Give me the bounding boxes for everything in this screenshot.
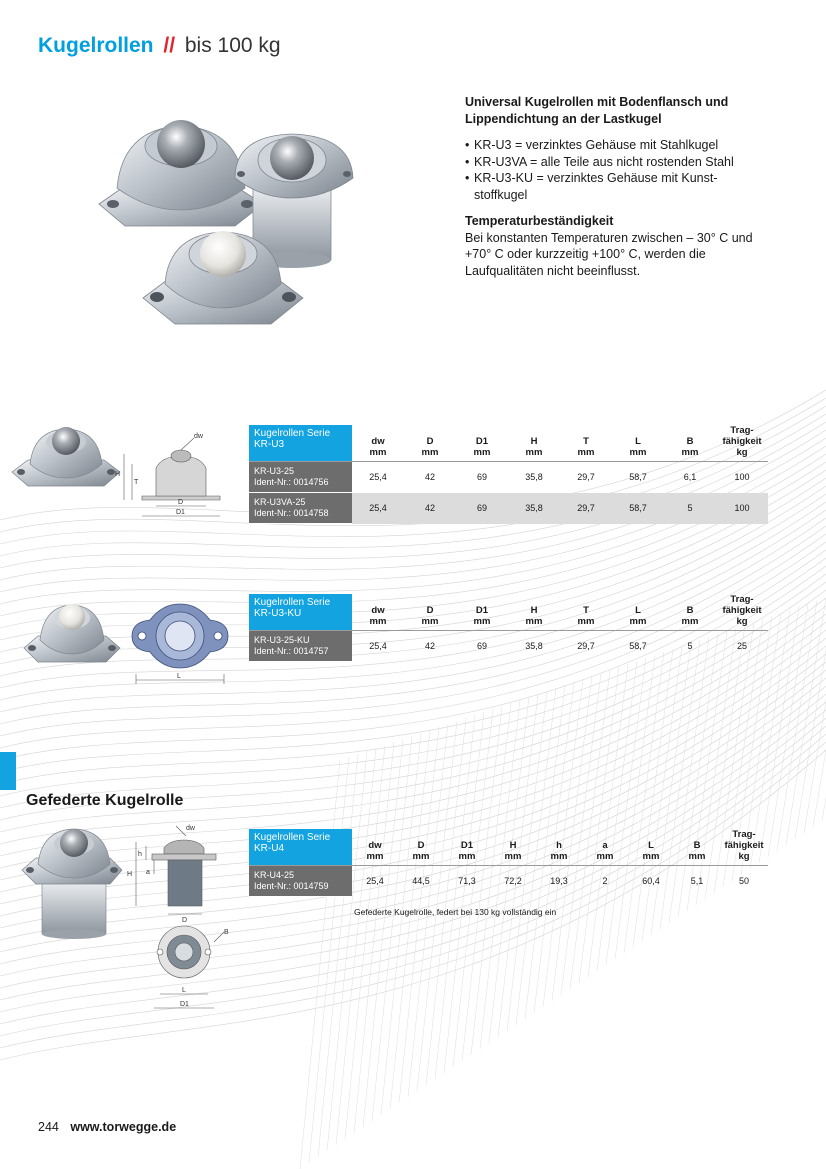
dim-label-dw: dw: [194, 433, 203, 440]
column-header: dw mm: [352, 425, 404, 462]
background-line: [354, 742, 394, 1133]
value-cell: 25,4: [352, 493, 404, 524]
drawing-kr-u3-ku: [122, 594, 240, 690]
value-cell: 29,7: [577, 641, 595, 652]
value-cell: 35,8: [508, 493, 560, 524]
value-cell: 35,8: [525, 472, 543, 483]
background-line: [327, 751, 367, 1151]
value-cell: 44,5: [412, 876, 430, 887]
column-header: B mm: [664, 425, 716, 462]
column-header: a mm: [582, 829, 628, 866]
dim-label-H: H: [127, 871, 133, 878]
dim-label-dw: dw: [186, 825, 195, 832]
table-note: Gefederte Kugelrolle, federt bei 130 kg vollständig ein: [354, 907, 557, 917]
value-cell: 6,1: [683, 472, 697, 483]
column-header: Trag-fähigkeit kg: [716, 594, 768, 631]
dim-label-H: H: [115, 471, 121, 478]
dim-label-D: D: [182, 917, 188, 924]
column-header: Trag-fähigkeit kg: [720, 829, 768, 866]
value-cell: 69: [476, 472, 487, 483]
column-header: T mm: [560, 594, 612, 631]
value-cell: 100: [734, 472, 750, 483]
dim-label-h: h: [138, 851, 142, 858]
dim-label-L: L: [182, 987, 186, 994]
value-cell: 50: [738, 876, 749, 887]
series-label: Kugelrollen Serie KR-U3-KU: [249, 594, 352, 631]
article-cell: KR-U3-25-KU Ident-Nr.: 0014757: [249, 631, 352, 662]
column-header: T mm: [560, 425, 612, 462]
product-kr-u3-ku-thumbnail: [22, 596, 122, 674]
table-row: [249, 866, 768, 897]
dim-label-L: L: [177, 673, 181, 680]
column-header: dw mm: [352, 594, 404, 631]
intro-heading: Universal Kugelrollen mit Bodenflansch und Lippendichtung an der Lastkugel: [465, 95, 729, 126]
product-kr-u4-thumbnail: [20, 824, 124, 940]
variant-list: [465, 137, 765, 203]
column-header: Trag-fähigkeit kg: [716, 425, 768, 462]
background-line: [372, 736, 412, 1121]
dim-label-a: a: [146, 869, 150, 876]
value-cell: 42: [404, 493, 456, 524]
title-separator: //: [163, 34, 176, 57]
background-line: [309, 757, 349, 1163]
value-cell: 29,7: [560, 493, 612, 524]
column-header: dw mm: [352, 829, 398, 866]
table-header-row: [249, 594, 768, 631]
value-cell: 5,1: [690, 876, 704, 887]
value-cell: 25,4: [366, 876, 384, 887]
column-header: D1 mm: [456, 594, 508, 631]
value-cell: 25,4: [369, 641, 387, 652]
value-cell: 2: [602, 876, 608, 887]
dim-label-D1: D1: [176, 509, 185, 516]
article-cell: KR-U3-25 Ident-Nr.: 0014756: [249, 462, 352, 493]
drawing-kr-u3: [112, 428, 232, 528]
article-cell: KR-U4-25 Ident-Nr.: 0014759: [249, 866, 352, 897]
temperature-heading: Temperaturbeständigkeit: [465, 214, 614, 228]
value-cell: 29,7: [577, 472, 595, 483]
background-line: [777, 601, 817, 851]
column-header: h mm: [536, 829, 582, 866]
column-header: H mm: [508, 594, 560, 631]
value-cell: 25: [736, 641, 747, 652]
value-cell: 69: [456, 493, 508, 524]
intro-text-block: [465, 94, 765, 279]
drawing-kr-u4: [124, 822, 242, 1022]
section-title: Gefederte Kugelrolle: [26, 792, 184, 809]
dim-label-D: D: [178, 499, 184, 506]
background-line: [588, 664, 628, 977]
background-line: [795, 595, 826, 839]
spec-table-kr-u4: [249, 829, 768, 928]
column-header: L mm: [628, 829, 674, 866]
background-line: [318, 754, 358, 1157]
value-cell: 58,7: [629, 472, 647, 483]
value-cell: 69: [476, 641, 487, 652]
product-photo-group: [95, 98, 365, 358]
column-header: D1 mm: [456, 425, 508, 462]
table-header-row: [249, 425, 768, 462]
column-header: B mm: [664, 594, 716, 631]
title-main: Kugelrollen: [38, 34, 154, 57]
title-subtitle: bis 100 kg: [184, 34, 281, 57]
value-cell: 100: [716, 493, 768, 524]
column-header: H mm: [490, 829, 536, 866]
series-label: Kugelrollen Serie KR-U4: [249, 829, 352, 866]
column-header: D mm: [404, 594, 456, 631]
table-row: [249, 631, 768, 662]
column-header: H mm: [508, 425, 560, 462]
value-cell: 35,8: [525, 641, 543, 652]
value-cell: 25,4: [369, 472, 387, 483]
spec-table-kr-u3: [249, 425, 768, 524]
series-label: Kugelrollen Serie KR-U3: [249, 425, 352, 462]
value-cell: 60,4: [642, 876, 660, 887]
page-footer: [38, 1120, 176, 1134]
value-cell: 19,3: [550, 876, 568, 887]
dim-label-D1: D1: [180, 1001, 189, 1008]
value-cell: 5: [687, 641, 693, 652]
value-cell: 58,7: [629, 641, 647, 652]
variant-item: • KR-U3 = verzinktes Gehäuse mit Stahlkugel: [465, 137, 765, 154]
variant-item: • KR-U3VA = alle Teile aus nicht rostenden Stahl: [465, 154, 765, 171]
page-title: [38, 34, 281, 58]
table-note-row: [249, 897, 768, 928]
dim-label-T: T: [134, 479, 139, 486]
column-header: D mm: [404, 425, 456, 462]
temperature-text: Bei konstanten Temperaturen zwischen – 30° C und +70° C oder kurzzeitig +100° C, werden die Laufqualitäten nicht beeinflusst.: [465, 230, 753, 278]
value-cell: 42: [424, 641, 435, 652]
column-header: D mm: [398, 829, 444, 866]
background-line: [579, 667, 619, 983]
variant-item: • KR-U3-KU = verzinktes Gehäuse mit Kunst-stoffkugel: [465, 170, 765, 203]
section-accent-bar: [0, 752, 16, 790]
column-header: B mm: [674, 829, 720, 866]
value-cell: 58,7: [612, 493, 664, 524]
background-line: [363, 739, 403, 1127]
column-header: L mm: [612, 425, 664, 462]
table-row: [249, 462, 768, 493]
dim-label-B: B: [224, 929, 229, 936]
page-number: 244: [38, 1120, 59, 1134]
value-cell: 71,3: [458, 876, 476, 887]
column-header: D1 mm: [444, 829, 490, 866]
column-header: L mm: [612, 594, 664, 631]
value-cell: 72,2: [504, 876, 522, 887]
product-kr-u3-thumbnail: [10, 420, 122, 500]
website-link[interactable]: www.torwegge.de: [70, 1120, 177, 1134]
table-row: [249, 493, 768, 524]
background-line: [813, 589, 826, 827]
spec-table-kr-u3-ku: [249, 594, 768, 662]
article-cell: KR-U3VA-25 Ident-Nr.: 0014758: [249, 493, 352, 524]
table-header-row: [249, 829, 768, 866]
value-cell: 42: [424, 472, 435, 483]
value-cell: 5: [664, 493, 716, 524]
